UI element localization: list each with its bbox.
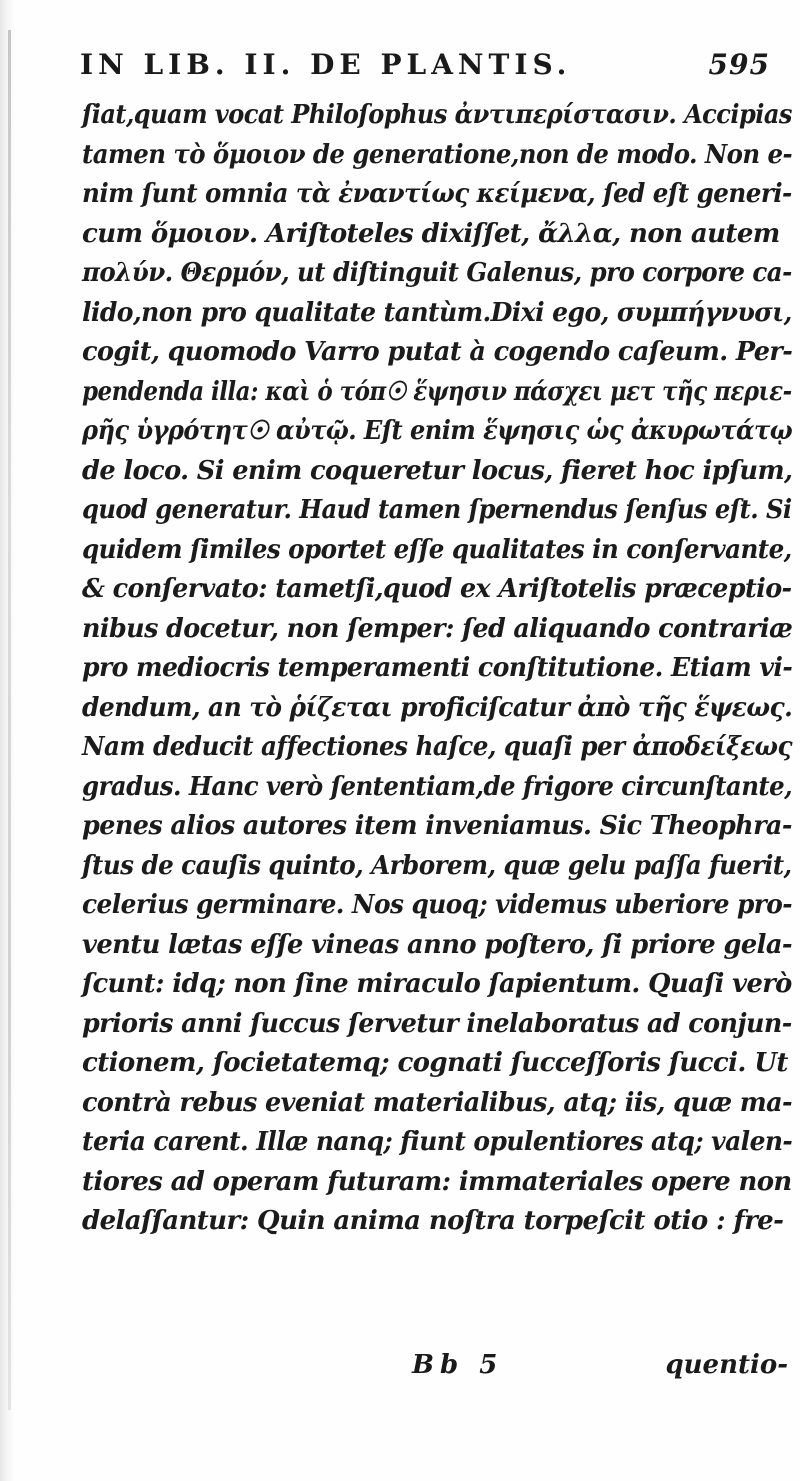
text-line: πολύν. Θερμόν, ut diſtinguit Galenus, pro corpore ca- <box>82 258 792 288</box>
text-line: quidem ſimiles oportet eſſe qualitates in conſervante, <box>82 534 792 565</box>
text-line: tiores ad operam futuram: immateriales opere non <box>82 1166 792 1197</box>
text-line: ventu lætas eſſe vineas anno poſtero, ſi priore gela- <box>82 929 793 960</box>
text-line: cogit, quomodo Varro putat à cogendo caſeum. Per- <box>82 337 793 367</box>
text-line: gradus. Hanc verò ſententiam,de frigore circunſtante, <box>82 771 793 802</box>
text-line: tamen τὸ ὅμοιον de generatione,non de modo. Non e- <box>82 139 793 170</box>
text-line: ſcunt: idq; non ſine miraculo ſapientum. Quaſi verò <box>82 969 792 999</box>
page-number: 595 <box>708 48 770 81</box>
text-line: prioris anni ſuccus ſervetur inelaboratus ad conjun- <box>82 1008 792 1039</box>
text-line: nim ſunt omnia τὰ ἐναντίως κείμενα, ſed eſt generi- <box>82 179 792 209</box>
text-line: pendenda illa: καὶ ὁ τόπ☉ ἕψησιν πάσχει μετ τῆς περιε- <box>82 376 792 407</box>
binding-shadow <box>8 30 11 1410</box>
signature-mark: Bb 5 <box>412 1350 504 1380</box>
running-header <box>80 48 770 98</box>
body-text <box>82 96 792 1242</box>
text-line: ſiat,quam vocat Philoſophus ἀντιπερίστασιν. Accipias <box>82 100 792 130</box>
text-line: delaſſantur: Quin anima noſtra torpeſcit otio : fre- <box>82 1206 784 1236</box>
text-line: Nam deducit affectiones haſce, quaſi per ἀποδείξεως <box>82 732 792 762</box>
text-line: cum ὅμοιον. Ariſtoteles dixiſſet, ἄλλα, non autem <box>82 218 780 249</box>
text-line: lido,non pro qualitate tantùm.Dixi ego, συμπήγνυσι, <box>82 297 792 328</box>
text-line: quod generatur. Haud tamen ſpernendus ſenſus eſt. Si <box>82 495 792 525</box>
text-line: pro mediocris temperamenti conſtitutione. Etiam vi- <box>82 653 793 683</box>
page-footer <box>82 1350 792 1390</box>
text-line: penes alios autores item inveniamus. Sic Theophra- <box>82 811 792 841</box>
text-line: dendum, an τὸ ῥίζεται proficiſcatur ἀπὸ τῆς ἕψεως. <box>82 692 793 723</box>
text-line: ſtus de cauſis quinto, Arborem, quæ gelu paſſa fuerit, <box>82 850 792 881</box>
text-line: ρῆς ὑγρότητ☉ αὐτῷ. Eſt enim ἕψησις ὡς ἀκυρωτάτῳ <box>82 416 793 446</box>
text-line: ctionem, ſocietatemq; cognati ſucceſſoris ſucci. Ut <box>82 1048 788 1078</box>
text-line: de loco. Si enim coqueretur locus, fieret hoc ipſum, <box>82 455 793 486</box>
text-line: contrà rebus eveniat materialibus, atq; iis, quæ ma- <box>82 1087 792 1118</box>
text-line: nibus docetur, non ſemper: ſed aliquando contrariæ <box>82 613 793 644</box>
catchword: quentio- <box>665 1350 788 1380</box>
running-title: IN LIB. II. DE PLANTIS. <box>80 48 572 81</box>
text-line: teria carent. Illæ nanq; fiunt opulentiores atq; valen- <box>82 1127 793 1157</box>
page-gutter <box>0 0 16 1481</box>
text-line: celerius germinare. Nos quoq; videmus uberiore pro- <box>82 890 792 920</box>
text-line: & conſervato: tametſi,quod ex Ariſtotelis præceptio- <box>82 574 792 604</box>
